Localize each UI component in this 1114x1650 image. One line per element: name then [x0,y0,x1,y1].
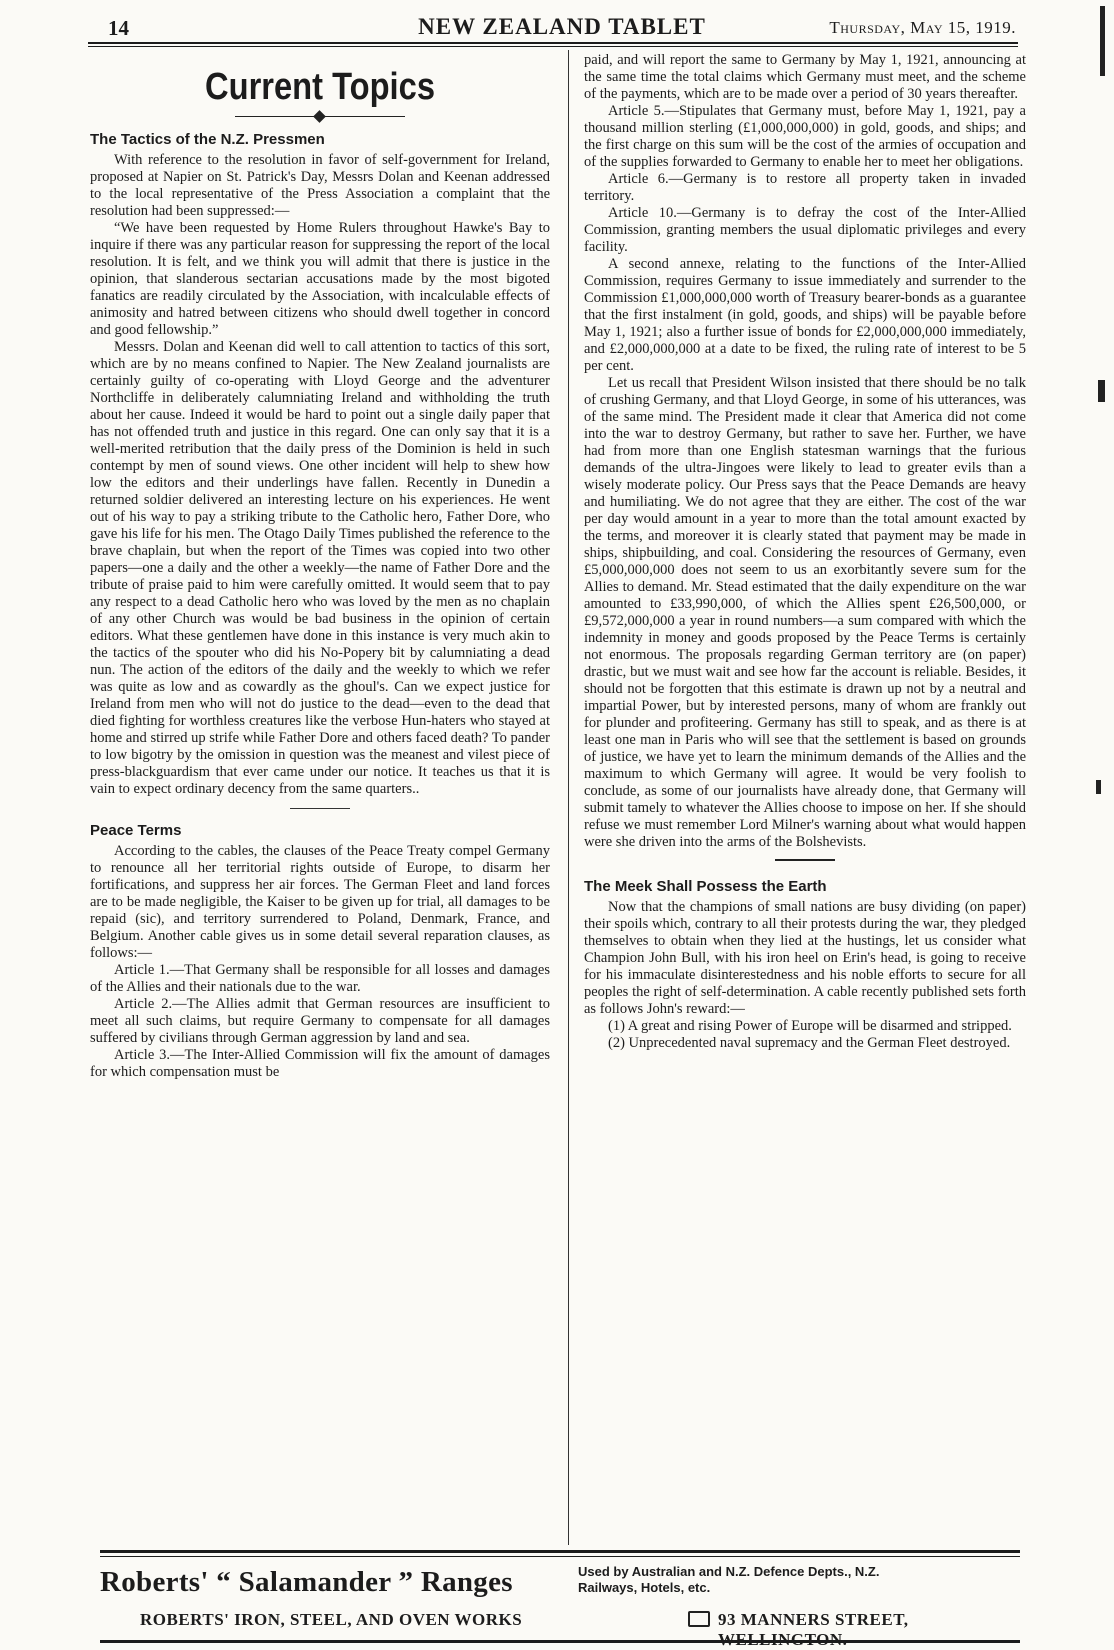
masthead-title: NEW ZEALAND TABLET [418,14,706,39]
advert-brand: Roberts' “ Salamander ” Ranges [100,1566,513,1598]
paragraph: A second annexe, relating to the functions of the Inter-Allied Commission, requires Germany to issue immediately and surrender to the Commission £1,000,000,000 worth of Treasury bearer-bonds as a guarantee that the first instalment (in gold, goods, and ships) will be payable before May 1, 1921; also a further issue of bonds for £2,000,000,000 immediately, and £2,000,000,000 at a date to be fixed, the ruling rate of interest to be 5 per cent. [584,256,1026,374]
advert-rule-thin [100,1556,1020,1557]
paragraph: According to the cables, the clauses of the Peace Treaty compel Germany to renounce all her territorial rights outside of Europe, to disarm her fortifications, and suppress her air forces. The German Fleet and land forces are to be made negligible, the Kaiser to be given up for trial, all damages to be repaid (sic), and territory surrendered to Poland, Denmark, France, and Belgium. Another cable gives us in some detail several reparation clauses, as follows:— [90,843,550,961]
header-rule [88,42,1018,44]
paragraph: “We have been requested by Home Rulers throughout Hawke's Bay to inquire if there was any particular reason for suppressing the report of the local resolution. It is felt, and we think you will admit that there is justice in the opinion, that slanderous sectarian accusations made by the most bigoted fanatics are readily circulated by the Association, with incalculable effects of animosity and hatred between citizens who should dwell together in concord and good fellowship.” [90,220,550,338]
paragraph: Let us recall that President Wilson insisted that there should be no talk of crushing Germany, and that Lloyd George, in some of his utterances, was of the same mind. The President made it clear that America did not come into the war to destroy Germany, but rather to save her. Further, we have had from more than one English statesman warnings that the furious demands of the ultra-Jingoes were likely to lead to greater evils than a wisely moderate policy. Our Press says that the Peace Demands are heavy and humiliating. We do not agree that they are either. The cost of the war per day would amount in a year to more than the total amount exacted by the terms, and moreover it is clearly stated that payment may be made in ships, shipbuilding, and coal. Considering the resources of Germany, even £5,000,000,000 does not seem to us an exorbitantly severe sum for the Allies to demand. Mr. Stead estimated that the daily expenditure on the war amounted to £33,990,000, of which the Allies spent £26,500,000, or £9,572,000,000 a year in round numbers—a sum compared with which the indemnity in money and goods proposed by the Peace Terms is certainly not enormous. The proposals regarding German territory are (on paper) drastic, but we must wait and see how far the account is reliable. Besides, it should not be forgotten that this estimate is drawn up not by a neutral and impartial Power, but by interested persons, many of whom are frankly out for plunder and profiteering. Germany has still to speak, and as there is at least one man in Paris who will see that the settlement is based on grounds of justice, we have yet to learn the minimum demands of the Allies and the maximum to which Germany will agree. It would be very foolish to conclude, as some of our journalists have already done, that Germany will submit tamely to whatever the Allies choose to impose on her. If she should refuse we must remember Lord Milner's warning about what would happen were she driven into the arms of the Bolshevists. [584,375,1026,850]
section-heading-peace-terms: Peace Terms [90,822,182,839]
issue-date: Thursday, May 15, 1919. [829,18,1016,37]
paragraph: Article 5.—Stipulates that Germany must, before May 1, 1921, pay a thousand million sterling (£1,000,000,000) in gold, goods, and ships; and the first charge on this sum will be the cost of the armies of occupation and of the supplies forwarded to Germany to enable her to meet her obligations. [584,103,1026,170]
margin-mark [1098,380,1105,402]
advertisement [100,1562,1020,1649]
paragraph: Article 3.—The Inter-Allied Commission will fix the amount of damages for which compensation must be [90,1047,550,1080]
left-column [90,52,550,1081]
paragraph: Article 2.—The Allies admit that German resources are insufficient to meet all such claims, but require Germany to compensate for all damages suffered by civilians through German aggression by land and sea. [90,996,550,1046]
paragraph: Article 10.—Germany is to defray the cost of the Inter-Allied Commission, granting members the usual diplomatic privileges and every facility. [584,205,1026,255]
section-separator [290,808,350,809]
paragraph: (2) Unprecedented naval supremacy and the German Fleet destroyed. [608,1035,1011,1051]
advert-address: 93 MANNERS STREET, WELLINGTON. [718,1610,909,1649]
section-separator [775,859,835,861]
paragraph: Article 6.—Germany is to restore all property taken in invaded territory. [584,171,1026,204]
telephone-icon [688,1611,710,1627]
section-heading-pressmen: The Tactics of the N.Z. Pressmen [90,131,325,148]
paragraph: paid, and will report the same to Germany by May 1, 1921, announcing at the same time the total claims which Germany must meet, and the scheme of the payments, which are to be made over a period of 30 years thereafter. [584,52,1026,102]
paragraph: Messrs. Dolan and Keenan did well to call attention to tactics of this sort, which are by no means confined to Napier. The New Zealand journalists are certainly guilty of co-operating with Lloyd George and the adventurer Northcliffe in deliberately calumniating Ireland and withholding the truth about her cause. Indeed it would be hard to point out a single daily paper that has not offended truth and justice in this regard. One can only say that it is a well-merited retribution that the daily press of the Dominion is held in such contempt by men of sound views. One other incident will help to shew how low the editors and their underlings have fallen. Recently in Dunedin a returned soldier delivered an interesting lecture on his experiences. He went out of his way to pay a striking tribute to the Catholic hero, Father Dore, who gave his life for his men. The Otago Daily Times published the reference to the brave chaplain, but when the report of the Times was copied into two other papers—one a daily and the other a weekly—the name of Father Dore and the tribute of praise paid to him were carefully omitted. It would seem that to pay any respect to a dead Catholic hero who was loved by the men as no chaplain of any other Church was would be bad business in the opinion of certain editors. What these gentlemen have done in this instance is very much akin to the tactics of the spouter who did his No-Popery bit by calumniating a dead nun. The action of the editors of the daily and the weekly to which we refer was quite as low and as cowardly as the ghoul's. Can we expect justice for Ireland from men who will not do justice to the dead—even to the dead that died fighting for worthless creatures like the verbose Hun-haters who stayed at home and stirred up strife while Father Dore and others faced death? To pander to low bigotry by the omission in question was the meanest and vilest piece of press-blackguardism that ever came under our notice. It teaches us that it is vain to expect ordinary decency from the same quarters.. [90,339,550,797]
paragraph: With reference to the resolution in favor of self-government for Ireland, proposed at Napier on St. Patrick's Day, Messrs Dolan and Keenan addressed to the local representative of the Press Association a complaint that the resolution had been suppressed:— [90,152,550,219]
header-rule-thin [88,46,1018,47]
advert-used-line: Used by Australian and N.Z. Defence Depts., N.Z. [578,1564,880,1579]
advert-works: ROBERTS' IRON, STEEL, AND OVEN WORKS [140,1610,523,1629]
page-header [108,14,1016,44]
section-heading-meek: The Meek Shall Possess the Earth [584,878,827,895]
paragraph: (1) A great and rising Power of Europe will be disarmed and stripped. [608,1018,1012,1034]
paragraph: Now that the champions of small nations are busy dividing (on paper) their spoils which, contrary to all their protests during the war, they pledged themselves to obtain when they lied at the hustings, let us consider what Champion John Bull, with his iron heel on Erin's head, is going to receive for his immaculate disinterestedness and his noble efforts to secure for all peoples the right of self-determination. A cable recently published sets forth as follows John's reward:— [584,899,1026,1017]
page-title: Current Topics [205,66,435,108]
advert-used-by [578,1564,1018,1596]
page-number: 14 [108,16,129,40]
margin-mark [1100,6,1105,76]
advert-rule-bottom [100,1640,1020,1643]
title-ornament [90,110,550,124]
column-divider [568,50,569,1545]
right-column [584,52,1026,1052]
advert-used-line: Railways, Hotels, etc. [578,1580,711,1595]
advert-rule [100,1550,1020,1553]
paragraph: Article 1.—That Germany shall be responsible for all losses and damages of the Allies and their nationals due to the war. [90,962,550,995]
margin-mark [1096,780,1101,794]
